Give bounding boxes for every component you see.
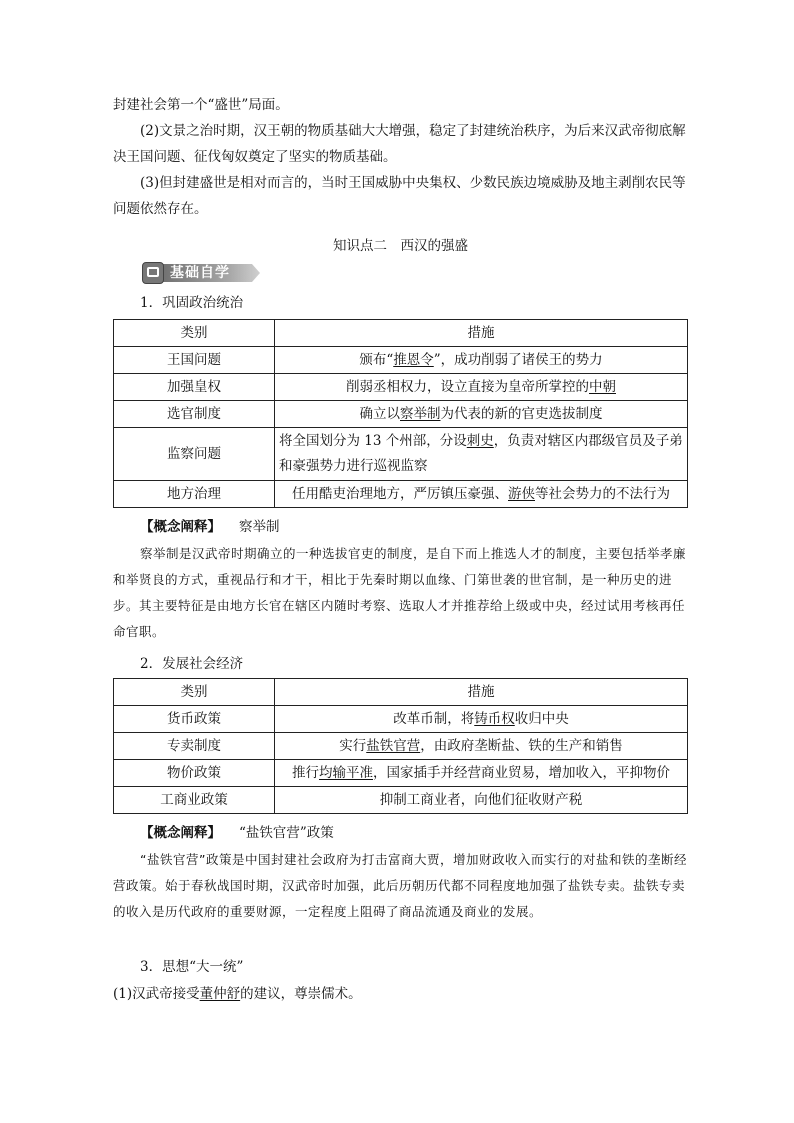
note1-text: 察举制是汉武帝时期确立的一种选拔官吏的制度，是自下而上推选人才的制度，主要包括举孝廉和举贤良的方式，重视品行和才干，相比于先秦时期以血缘、门第世袭的世官制，是一种历史的进步。其主要特征是由地方长官在辖区内随时考察、选取人才并推荐给上级或中央，经过试用考核再任命官职。 <box>113 546 687 639</box>
table-header-measure: 措施 <box>275 320 688 347</box>
table-header-measure: 措施 <box>275 679 688 706</box>
table-cell-category: 地方治理 <box>114 481 275 508</box>
table-cell-measure: 推行均输平准，国家插手并经营商业贸易，增加收入，平抑物价 <box>275 760 688 787</box>
table-row <box>114 787 688 814</box>
table-cell-category: 专卖制度 <box>114 733 275 760</box>
note2-text: “盐铁官营”政策是中国封建社会政府为打击富商大贾，增加财政收入而实行的对盐和铁的垄断经营政策。始于春秋战国时期，汉武帝时加强，此后历朝历代都不同程度地加强了盐铁专卖。盐铁专卖的收入是历代政府的重要财源，一定程度上阻碍了商品流通及商业的发展。 <box>113 852 687 919</box>
intro-paragraph-2: (2)文景之治时期，汉王朝的物质基础大大增强，稳定了封建统治秩序，为后来汉武帝彻底解决王国问题、征伐匈奴奠定了坚实的物质基础。 <box>113 123 686 165</box>
part2-title: 2．发展社会经济 <box>140 656 244 672</box>
table-cell-category: 物价政策 <box>114 760 275 787</box>
table-cell-measure: 削弱丞相权力，设立直接为皇帝所掌控的中朝 <box>275 374 688 401</box>
politics-table <box>113 319 688 508</box>
table-cell-measure: 实行盐铁官营，由政府垄断盐、铁的生产和销售 <box>275 733 688 760</box>
intro-paragraph-3: (3)但封建盛世是相对而言的，当时王国威胁中央集权、少数民族边境威胁及地主剥削农民等问题依然存在。 <box>113 175 686 217</box>
table-row <box>114 481 688 508</box>
table-cell-measure: 颁布“推恩令”，成功削弱了诸侯王的势力 <box>275 347 688 374</box>
table-cell-measure: 任用酷吏治理地方，严厉镇压豪强、游侠等社会势力的不法行为 <box>275 481 688 508</box>
part3-paragraph-1: (1)汉武帝接受董仲舒的建议，尊崇儒术。 <box>113 986 362 1002</box>
table-header-category: 类别 <box>114 320 275 347</box>
table-row <box>114 760 688 787</box>
table-cell-measure: 改革币制，将铸币权收归中央 <box>275 706 688 733</box>
table-row <box>114 706 688 733</box>
table-row <box>114 347 688 374</box>
table-row <box>114 401 688 428</box>
table-row <box>114 428 688 481</box>
note2-heading: 【概念阐释】 “盐铁官营”政策 <box>140 825 334 841</box>
section-title: 知识点二 西汉的强盛 <box>333 238 468 254</box>
book-icon <box>142 262 164 284</box>
part1-title: 1．巩固政治统治 <box>140 295 244 311</box>
badge-label: 基础自学 <box>170 265 230 281</box>
table-row <box>114 374 688 401</box>
part3-title: 3．思想“大一统” <box>140 959 244 975</box>
economy-table <box>113 678 688 814</box>
note1-heading: 【概念阐释】 察举制 <box>140 519 280 535</box>
table-header-category: 类别 <box>114 679 275 706</box>
table-cell-category: 选官制度 <box>114 401 275 428</box>
table-cell-measure: 抑制工商业者，向他们征收财产税 <box>275 787 688 814</box>
table-cell-measure: 确立以察举制为代表的新的官吏选拔制度 <box>275 401 688 428</box>
table-cell-category: 货币政策 <box>114 706 275 733</box>
table-cell-measure: 将全国划分为 13 个州部，分设刺史，负责对辖区内郡级官员及子弟和豪强势力进行巡视监察 <box>275 428 688 481</box>
table-cell-category: 工商业政策 <box>114 787 275 814</box>
basic-self-study-badge <box>140 262 260 284</box>
table-cell-category: 加强皇权 <box>114 374 275 401</box>
table-header-row <box>114 679 688 706</box>
table-cell-category: 王国问题 <box>114 347 275 374</box>
table-header-row <box>114 320 688 347</box>
table-cell-category: 监察问题 <box>114 428 275 481</box>
table-row <box>114 733 688 760</box>
intro-paragraph-1: 封建社会第一个“盛世”局面。 <box>113 97 289 113</box>
